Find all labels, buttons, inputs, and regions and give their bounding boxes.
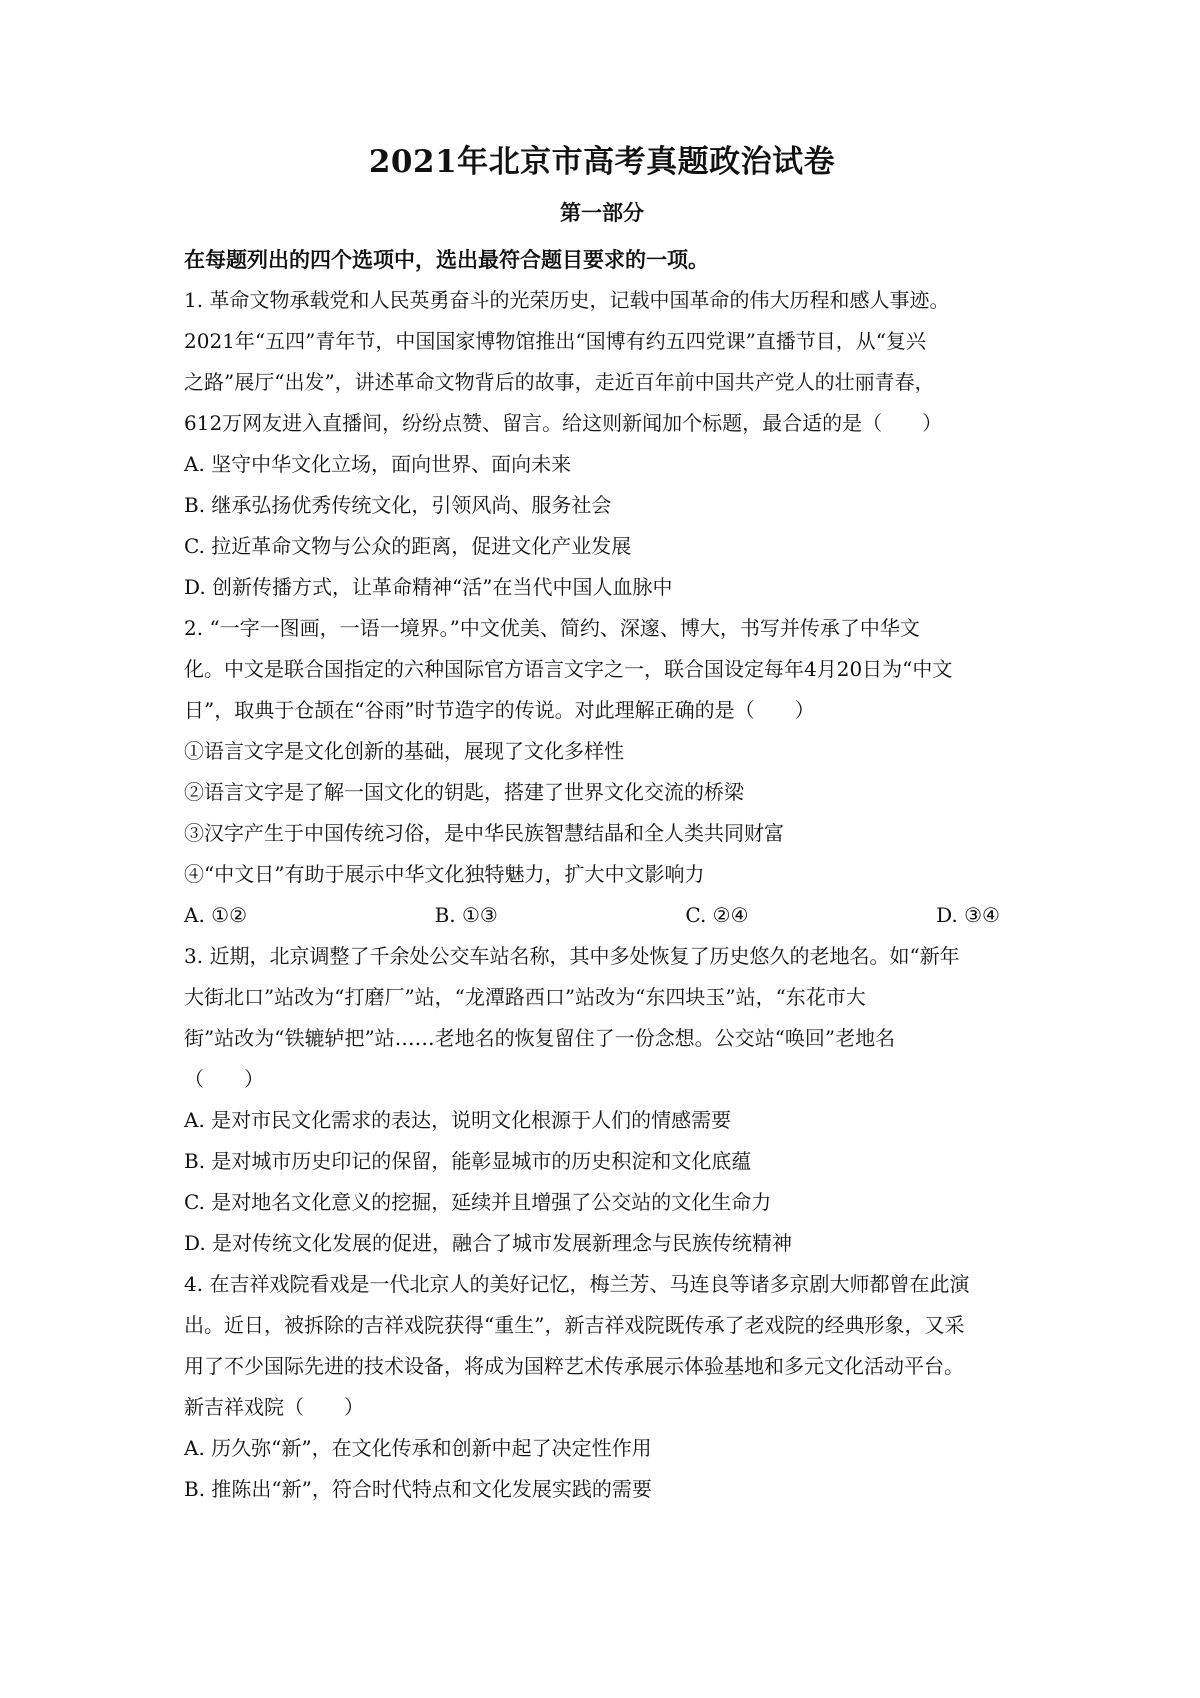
question-stem-line: 化。中文是联合国指定的六种国际官方语言文字之一，联合国设定每年4月20日为“中文 — [184, 657, 953, 681]
question-stem-line: 之路”展厅“出发”，讲述革命文物背后的故事，走近百年前中国共产党人的壮丽青春， — [184, 370, 935, 394]
statement-3: ③汉字产生于中国传统习俗，是中华民族智慧结晶和全人类共同财富 — [184, 821, 784, 845]
option-b: B. 是对城市历史印记的保留，能彰显城市的历史积淀和文化底蕴 — [184, 1149, 752, 1173]
exam-title: 2021年北京市高考真题政治试卷 — [368, 144, 836, 180]
question-stem-line: 大街北口”站改为“打磨厂”站，“龙潭路西口”站改为“东四块玉”站，“东花市大 — [184, 985, 866, 1009]
option-a: A. 是对市民文化需求的表达，说明文化根源于人们的情感需要 — [184, 1108, 732, 1132]
question-stem-line: 日”，取典于仓颉在“谷雨”时节造字的传说。对此理解正确的是（ ） — [184, 698, 815, 722]
question-1 — [184, 280, 1020, 608]
option-d: D. 创新传播方式，让革命精神“活”在当代中国人血脉中 — [184, 575, 673, 599]
options-row — [184, 895, 1020, 936]
option-c: C. 是对地名文化意义的挖掘，延续并且增强了公交站的文化生命力 — [184, 1190, 772, 1214]
question-stem-line: 4. 在吉祥戏院看戏是一代北京人的美好记忆，梅兰芳、马连良等诸多京剧大师都曾在此演 — [184, 1272, 970, 1296]
option-d: D. 是对传统文化发展的促进，融合了城市发展新理念与民族传统精神 — [184, 1231, 793, 1255]
question-stem-line: 3. 近期，北京调整了千余处公交车站名称，其中多处恢复了历史悠久的老地名。如“新年 — [184, 944, 960, 968]
question-stem-line: 新吉祥戏院（ ） — [184, 1395, 364, 1419]
option-b: B. 推陈出“新”，符合时代特点和文化发展实践的需要 — [184, 1477, 652, 1501]
question-stem-line: 用了不少国际先进的技术设备，将成为国粹艺术传承展示体验基地和多元文化活动平台。 — [184, 1354, 964, 1378]
question-stem-line: 街”站改为“铁辘轳把”站……老地名的恢复留住了一份念想。公交站“唤回”老地名 — [184, 1026, 896, 1050]
part-heading: 第一部分 — [560, 200, 644, 225]
option-c: C. ②④ — [685, 903, 749, 927]
option-b: B. ①③ — [434, 903, 498, 927]
option-d: D. ③④ — [936, 903, 1000, 927]
question-stem-line: 2. “一字一图画，一语一境界。”中文优美、简约、深邃、博大，书写并传承了中华文 — [184, 616, 920, 640]
question-4 — [184, 1264, 1020, 1510]
option-c: C. 拉近革命文物与公众的距离，促进文化产业发展 — [184, 534, 632, 558]
statement-1: ①语言文字是文化创新的基础，展现了文化多样性 — [184, 739, 624, 763]
statement-2: ②语言文字是了解一国文化的钥匙，搭建了世界文化交流的桥梁 — [184, 780, 744, 804]
option-b: B. 继承弘扬优秀传统文化，引领风尚、服务社会 — [184, 493, 612, 517]
question-stem-line: 1. 革命文物承载党和人民英勇奋斗的光荣历史，记载中国革命的伟大历程和感人事迹。 — [184, 288, 950, 312]
option-a: A. 坚守中华文化立场，面向世界、面向未来 — [184, 452, 572, 476]
question-stem-line: （ ） — [184, 1067, 264, 1091]
question-stem-line: 出。近日，被拆除的吉祥戏院获得“重生”，新吉祥戏院既传承了老戏院的经典形象，又采 — [184, 1313, 965, 1337]
option-a: A. ①② — [184, 903, 248, 927]
option-a: A. 历久弥“新”，在文化传承和创新中起了决定性作用 — [184, 1436, 652, 1460]
question-2 — [184, 608, 1020, 936]
question-3 — [184, 936, 1020, 1264]
question-stem-line: 612万网友进入直播间，纷纷点赞、留言。给这则新闻加个标题，最合适的是（ ） — [184, 411, 943, 435]
question-stem-line: 2021年“五四”青年节，中国国家博物馆推出“国博有约五四党课”直播节目，从“复兴 — [184, 329, 927, 353]
statement-4: ④“中文日”有助于展示中华文化独特魅力，扩大中文影响力 — [184, 862, 705, 886]
instruction-text: 在每题列出的四个选项中，选出最符合题目要求的一项。 — [184, 247, 709, 272]
